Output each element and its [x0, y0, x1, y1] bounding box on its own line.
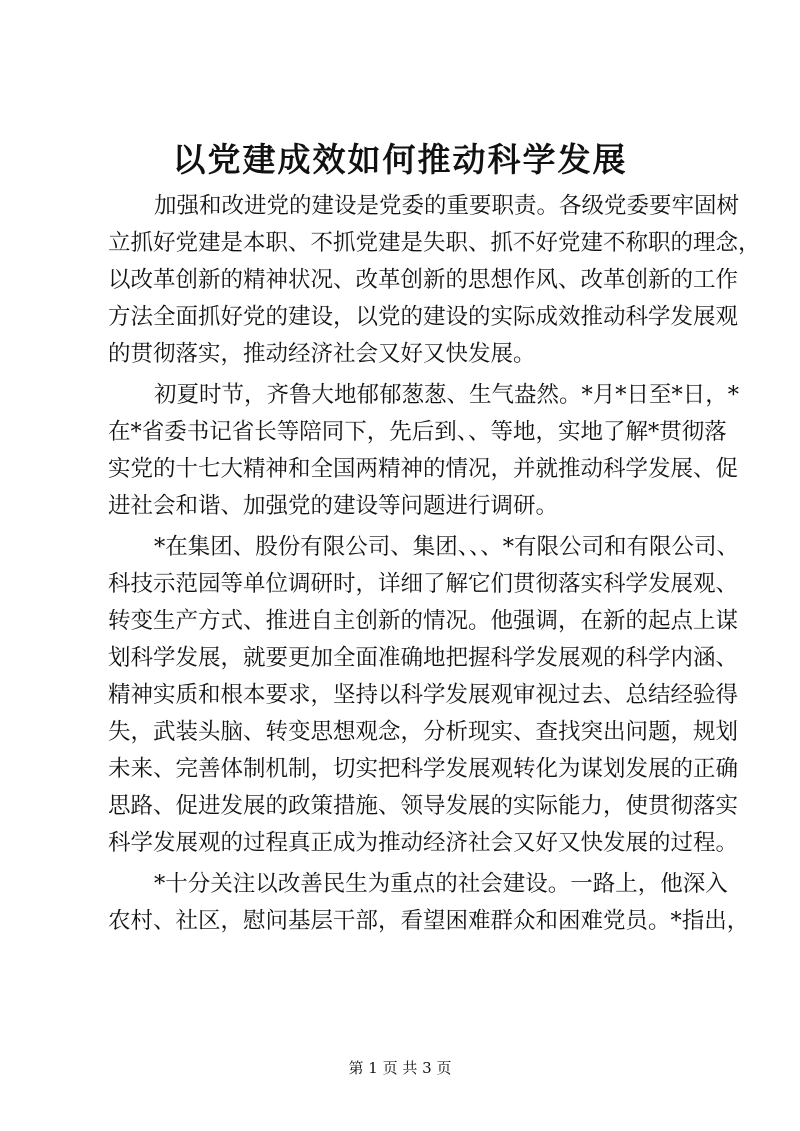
text-line: 思路、促进发展的政策措施、领导发展的实际能力，使贯彻落实	[108, 793, 739, 819]
document-title: 以党建成效如何推动科学发展	[172, 140, 628, 179]
text-line: 加强和改进党的建设是党委的重要职责。各级党委要牢固树	[154, 193, 740, 219]
paragraph-1	[108, 188, 761, 373]
text-line: 农村、社区，慰问基层干部，看望困难群众和困难党员。*指出，	[108, 908, 750, 934]
text-line: 进社会和谐、加强党的建设等问题进行调研。	[108, 493, 559, 519]
text-line: 未来、完善体制机制，切实把科学发展观转化为谋划发展的正确	[108, 756, 739, 782]
text-line: 实党的十七大精神和全国两精神的情况，并就推动科学发展、促	[108, 456, 739, 482]
text-line: *在集团、股份有限公司、集团、、、*有限公司和有限公司、	[154, 534, 740, 560]
text-line: 的贯彻落实，推动经济社会又好又快发展。	[108, 341, 536, 367]
text-line: 失，武装头脑、转变思想观念，分析现实、查找突出问题，规划	[108, 719, 739, 745]
text-line: 科技示范园等单位调研时，详细了解它们贯彻落实科学发展观、	[108, 571, 739, 597]
text-line: 在*省委书记省长等陪同下，先后到、、等地，实地了解*贯彻落	[108, 419, 727, 445]
paragraph-2	[108, 377, 740, 525]
text-line: *十分关注以改善民生为重点的社会建设。一路上，他深入	[154, 871, 728, 897]
page-footer: 第 1 页 共 3 页	[348, 1059, 452, 1077]
text-line: 转变生产方式、推进自主创新的情况。他强调，在新的起点上谋	[108, 608, 739, 634]
text-line: 方法全面抓好党的建设，以党的建设的实际成效推动科学发展观	[108, 304, 739, 330]
text-line: 科学发展观的过程真正成为推动经济社会又好又快发展的过程。	[108, 830, 739, 856]
paragraph-4	[108, 866, 750, 940]
text-line: 初夏时节，齐鲁大地郁郁葱葱、生气盎然。*月*日至*日，*	[154, 382, 740, 408]
document-body	[108, 188, 761, 944]
text-line: 精神实质和根本要求，坚持以科学发展观审视过去、总结经验得	[108, 682, 739, 708]
text-line: 以改革创新的精神状况、改革创新的思想作风、改革创新的工作	[108, 267, 739, 293]
paragraph-3	[108, 529, 740, 862]
text-line: 划科学发展，就要更加全面准确地把握科学发展观的科学内涵、	[108, 645, 739, 671]
text-line: 立抓好党建是本职、不抓党建是失职、抓不好党建不称职的理念，	[108, 230, 761, 256]
